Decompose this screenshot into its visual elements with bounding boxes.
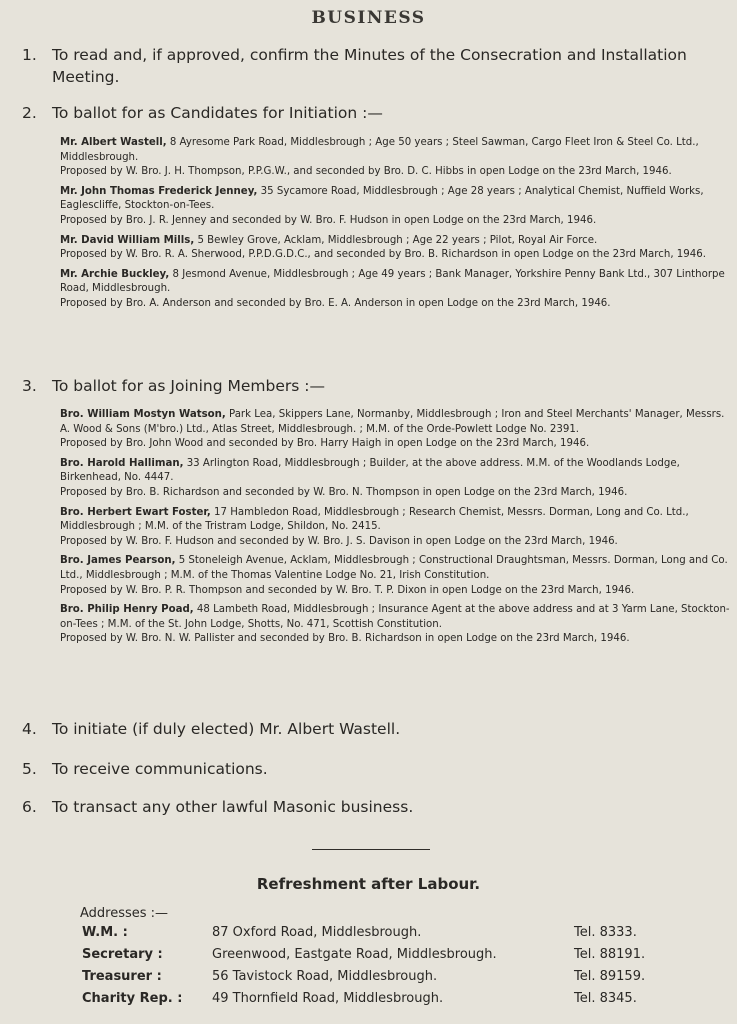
page-title: BUSINESS — [311, 8, 426, 28]
candidate-name: Mr. Albert Wastell, — [60, 137, 167, 148]
proposal-text: Proposed by Bro. A. Anderson and seconded by Bro. E. A. Anderson in open Lodge on the 23rd March, 1946. — [60, 297, 611, 309]
candidate-entry — [60, 185, 730, 229]
member-entry — [60, 603, 730, 647]
candidate-name: Mr. David William Mills, — [60, 234, 195, 246]
proposal-text: Proposed by W. Bro. R. A. Sherwood, P.P.D.G.D.C., and seconded by Bro. B. Richardson in open Lodge on the 23rd March, 1946. — [60, 249, 706, 261]
address-text: 87 Oxford Road, Middlesbrough. — [212, 925, 422, 940]
member-entry — [60, 457, 730, 501]
joining-members-list — [60, 408, 730, 652]
item-text: To ballot for as Joining Members :— — [52, 377, 325, 395]
address-text: 49 Thornfield Road, Middlesbrough. — [212, 991, 444, 1006]
address-row — [80, 925, 700, 947]
address-role: Secretary : — [82, 947, 163, 962]
member-entry — [60, 408, 730, 452]
candidate-entry — [60, 234, 730, 263]
candidate-details: 5 Bewley Grove, Acklam, Middlesbrough ; Age 22 years ; Pilot, Royal Air Force. — [194, 234, 598, 246]
item-number: 5. — [22, 760, 37, 778]
member-details: Park Lea, Skippers Lane, Normanby, Middlesbrough ; Iron and Steel Merchants' Manager, Messrs. A. Wood & Sons (M'bro.) Ltd., Atlas Street, Middlesbrough. ; M.M. of the Orde-Powlett Lodge No. 2391. — [60, 409, 725, 435]
telephone: Tel. 8333. — [574, 925, 637, 940]
section-divider — [312, 849, 430, 850]
proposal-text: Proposed by Bro. B. Richardson and seconded by W. Bro. N. Thompson in open Lodge on the 23rd March, 1946. — [60, 486, 628, 498]
agenda-item-6 — [22, 796, 727, 818]
candidate-name: Mr. John Thomas Frederick Jenney, — [60, 185, 258, 197]
addresses-label: Addresses :— — [80, 906, 169, 921]
address-role: Treasurer : — [82, 969, 162, 984]
item-text: To read and, if approved, confirm the Minutes of the Consecration and Installation Meeting. — [52, 46, 687, 86]
candidate-details: 35 Sycamore Road, Middlesbrough ; Age 28 years ; Analytical Chemist, Nuffield Works, Eaglescliffe, Stockton-on-Tees. — [60, 185, 704, 212]
proposal-text: Proposed by W. Bro. N. W. Pallister and seconded by Bro. B. Richardson in open Lodge on the 23rd March, 1946. — [60, 633, 630, 645]
proposal-text: Proposed by W. Bro. J. H. Thompson, P.P.G.W., and seconded by Bro. D. C. Hibbs in open Lodge on the 23rd March, 1946. — [60, 166, 672, 178]
address-row — [80, 991, 700, 1013]
proposal-text: Proposed by Bro. J. R. Jenney and seconded by W. Bro. F. Hudson in open Lodge on the 23rd March, 1946. — [60, 214, 597, 226]
agenda-item-4 — [22, 718, 727, 740]
candidate-entry — [60, 136, 730, 180]
member-name: Bro. James Pearson, — [60, 555, 176, 567]
item-number: 1. — [22, 46, 37, 64]
agenda-item-1 — [22, 44, 727, 88]
item-number: 4. — [22, 720, 37, 738]
member-name: Bro. Philip Henry Poad, — [60, 604, 194, 616]
item-text: To receive communications. — [52, 760, 268, 778]
telephone: Tel. 88191. — [574, 947, 646, 962]
member-details: 17 Hambledon Road, Middlesbrough ; Research Chemist, Messrs. Dorman, Long and Co. Ltd., Middlesbrough ; M.M. of the Tristram Lodge, Shildon, No. 2415. — [60, 506, 689, 533]
item-number: 6. — [22, 798, 37, 816]
address-row — [80, 947, 700, 969]
address-role: W.M. : — [82, 925, 128, 940]
address-text: Greenwood, Eastgate Road, Middlesbrough. — [212, 947, 497, 962]
item-text: To transact any other lawful Masonic business. — [52, 798, 414, 816]
candidate-details: 8 Jesmond Avenue, Middlesbrough ; Age 49 years ; Bank Manager, Yorkshire Penny Bank Ltd., 307 Linthorpe Road, Middlesbrough. — [60, 268, 725, 295]
addresses-block — [80, 906, 700, 1013]
proposal-text: Proposed by Bro. John Wood and seconded by Bro. Harry Haigh in open Lodge on the 23rd March, 1946. — [60, 438, 590, 450]
item-number: 3. — [22, 377, 37, 395]
refreshment-heading: Refreshment after Labour. — [256, 875, 481, 893]
address-text: 56 Tavistock Road, Middlesbrough. — [212, 969, 438, 984]
member-name: Bro. William Mostyn Watson, — [60, 409, 226, 420]
proposal-text: Proposed by W. Bro. F. Hudson and seconded by W. Bro. J. S. Davison in open Lodge on the 23rd March, 1946. — [60, 535, 618, 547]
candidate-name: Mr. Archie Buckley, — [60, 268, 170, 280]
candidates-list — [60, 136, 730, 317]
address-role: Charity Rep. : — [82, 991, 183, 1006]
member-name: Bro. Harold Halliman, — [60, 457, 184, 469]
item-text: To initiate (if duly elected) Mr. Albert Wastell. — [52, 720, 401, 738]
address-row — [80, 969, 700, 991]
item-number: 2. — [22, 104, 37, 122]
candidate-details: 8 Ayresome Park Road, Middlesbrough ; Age 50 years ; Steel Sawman, Cargo Fleet Iron & Steel Co. Ltd., Middlesbrough. — [60, 137, 699, 163]
member-entry — [60, 554, 730, 598]
member-entry — [60, 506, 730, 550]
member-details: 48 Lambeth Road, Middlesbrough ; Insurance Agent at the above address and at 3 Yarm Lane, Stockton-on-Tees ; M.M. of the St. John Lodge, Shotts, No. 471, Scottish Constitution. — [60, 604, 730, 630]
member-name: Bro. Herbert Ewart Foster, — [60, 506, 211, 518]
candidate-entry — [60, 268, 730, 312]
item-text: To ballot for as Candidates for Initiation :— — [52, 104, 383, 122]
proposal-text: Proposed by W. Bro. P. R. Thompson and seconded by W. Bro. T. P. Dixon in open Lodge on the 23rd March, 1946. — [60, 584, 635, 596]
agenda-item-3 — [22, 375, 727, 397]
member-details: 33 Arlington Road, Middlesbrough ; Builder, at the above address. M.M. of the Woodlands Lodge, Birkenhead, No. 4447. — [60, 457, 680, 484]
telephone: Tel. 8345. — [574, 991, 637, 1006]
telephone: Tel. 89159. — [574, 969, 646, 984]
agenda-item-2 — [22, 102, 727, 124]
member-details: 5 Stoneleigh Avenue, Acklam, Middlesbrough ; Constructional Draughtsman, Messrs. Dorman, Long and Co. Ltd., Middlesbrough ; M.M. of the Thomas Valentine Lodge No. 21, Irish Constitution. — [60, 555, 728, 581]
agenda-item-5 — [22, 758, 727, 780]
